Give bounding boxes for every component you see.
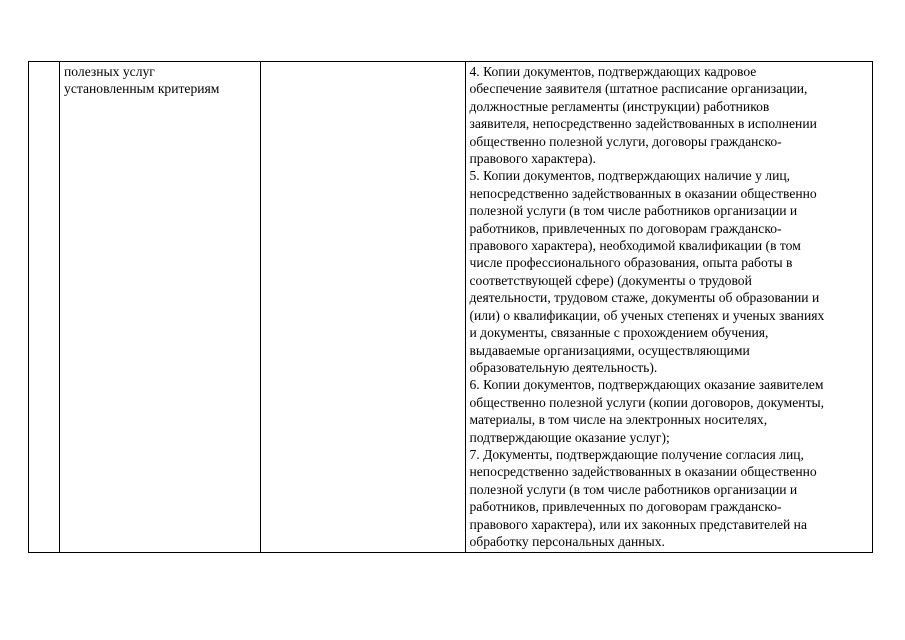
row-number-cell: [29, 62, 60, 553]
documents-text-line: непосредственно задействованных в оказании общественно: [469, 185, 817, 201]
documents-text-line: обработку персональных данных.: [469, 533, 665, 549]
documents-text-line: материалы, в том числе на электронных носителях,: [469, 412, 768, 428]
documents-text-line: полезной услуги (в том числе работников организации и: [469, 481, 798, 497]
documents-text-line: 6. Копии документов, подтверждающих оказание заявителем: [469, 377, 824, 393]
documents-text-line: общественно полезной услуги, договоры гражданско-: [469, 133, 782, 149]
criteria-text-line: установленным критериям: [64, 81, 220, 97]
documents-text-line: и документы, связанные с прохождением обучения,: [469, 325, 769, 341]
table-row: [29, 62, 873, 553]
documents-text-line: полезной услуги (в том числе работников организации и: [469, 203, 798, 219]
documents-text-line: работников, привлеченных по договорам гражданско-: [469, 499, 782, 515]
documents-text-line: деятельности, трудовом стаже, документы об образовании и: [469, 290, 820, 306]
documents-text-line: заявителя, непосредственно задействованных в исполнении: [469, 116, 817, 132]
documents-cell: [465, 62, 873, 553]
criteria-text: [64, 63, 256, 98]
criteria-text-line: полезных услуг: [64, 64, 155, 79]
documents-text-line: образовательную деятельность).: [469, 359, 658, 375]
documents-text-line: работников, привлеченных по договорам гражданско-: [469, 220, 782, 236]
empty-cell: [261, 62, 465, 553]
documents-text-line: должностные регламенты (инструкции) работников: [469, 98, 770, 114]
documents-text-line: 5. Копии документов, подтверждающих наличие у лиц,: [469, 168, 791, 184]
documents-text-line: правового характера), или их законных представителей на: [469, 516, 807, 532]
requirements-table: [28, 61, 873, 553]
documents-text-line: обеспечение заявителя (штатное расписание организации,: [469, 81, 808, 97]
criteria-cell: [60, 62, 261, 553]
documents-text-line: (или) о квалификации, об ученых степенях и ученых званиях: [469, 307, 825, 323]
documents-text-line: числе профессионального образования, опыта работы в: [469, 255, 793, 271]
documents-text-line: непосредственно задействованных в оказании общественно: [469, 464, 817, 480]
documents-text-line: 7. Документы, подтверждающие получение согласия лиц,: [469, 446, 804, 462]
documents-text-line: правового характера).: [469, 151, 596, 167]
documents-text-line: правового характера), необходимой квалификации (в том: [469, 238, 801, 254]
documents-list: [470, 63, 869, 550]
documents-text-line: 4. Копии документов, подтверждающих кадровое: [469, 64, 757, 79]
documents-text-line: общественно полезной услуги (копии договоров, документы,: [469, 394, 825, 410]
documents-text-line: подтверждающие оказание услуг);: [469, 429, 670, 445]
documents-text-line: выдаваемые организациями, осуществляющими: [469, 342, 750, 358]
documents-text-line: соответствующей сфере) (документы о трудовой: [469, 272, 752, 288]
